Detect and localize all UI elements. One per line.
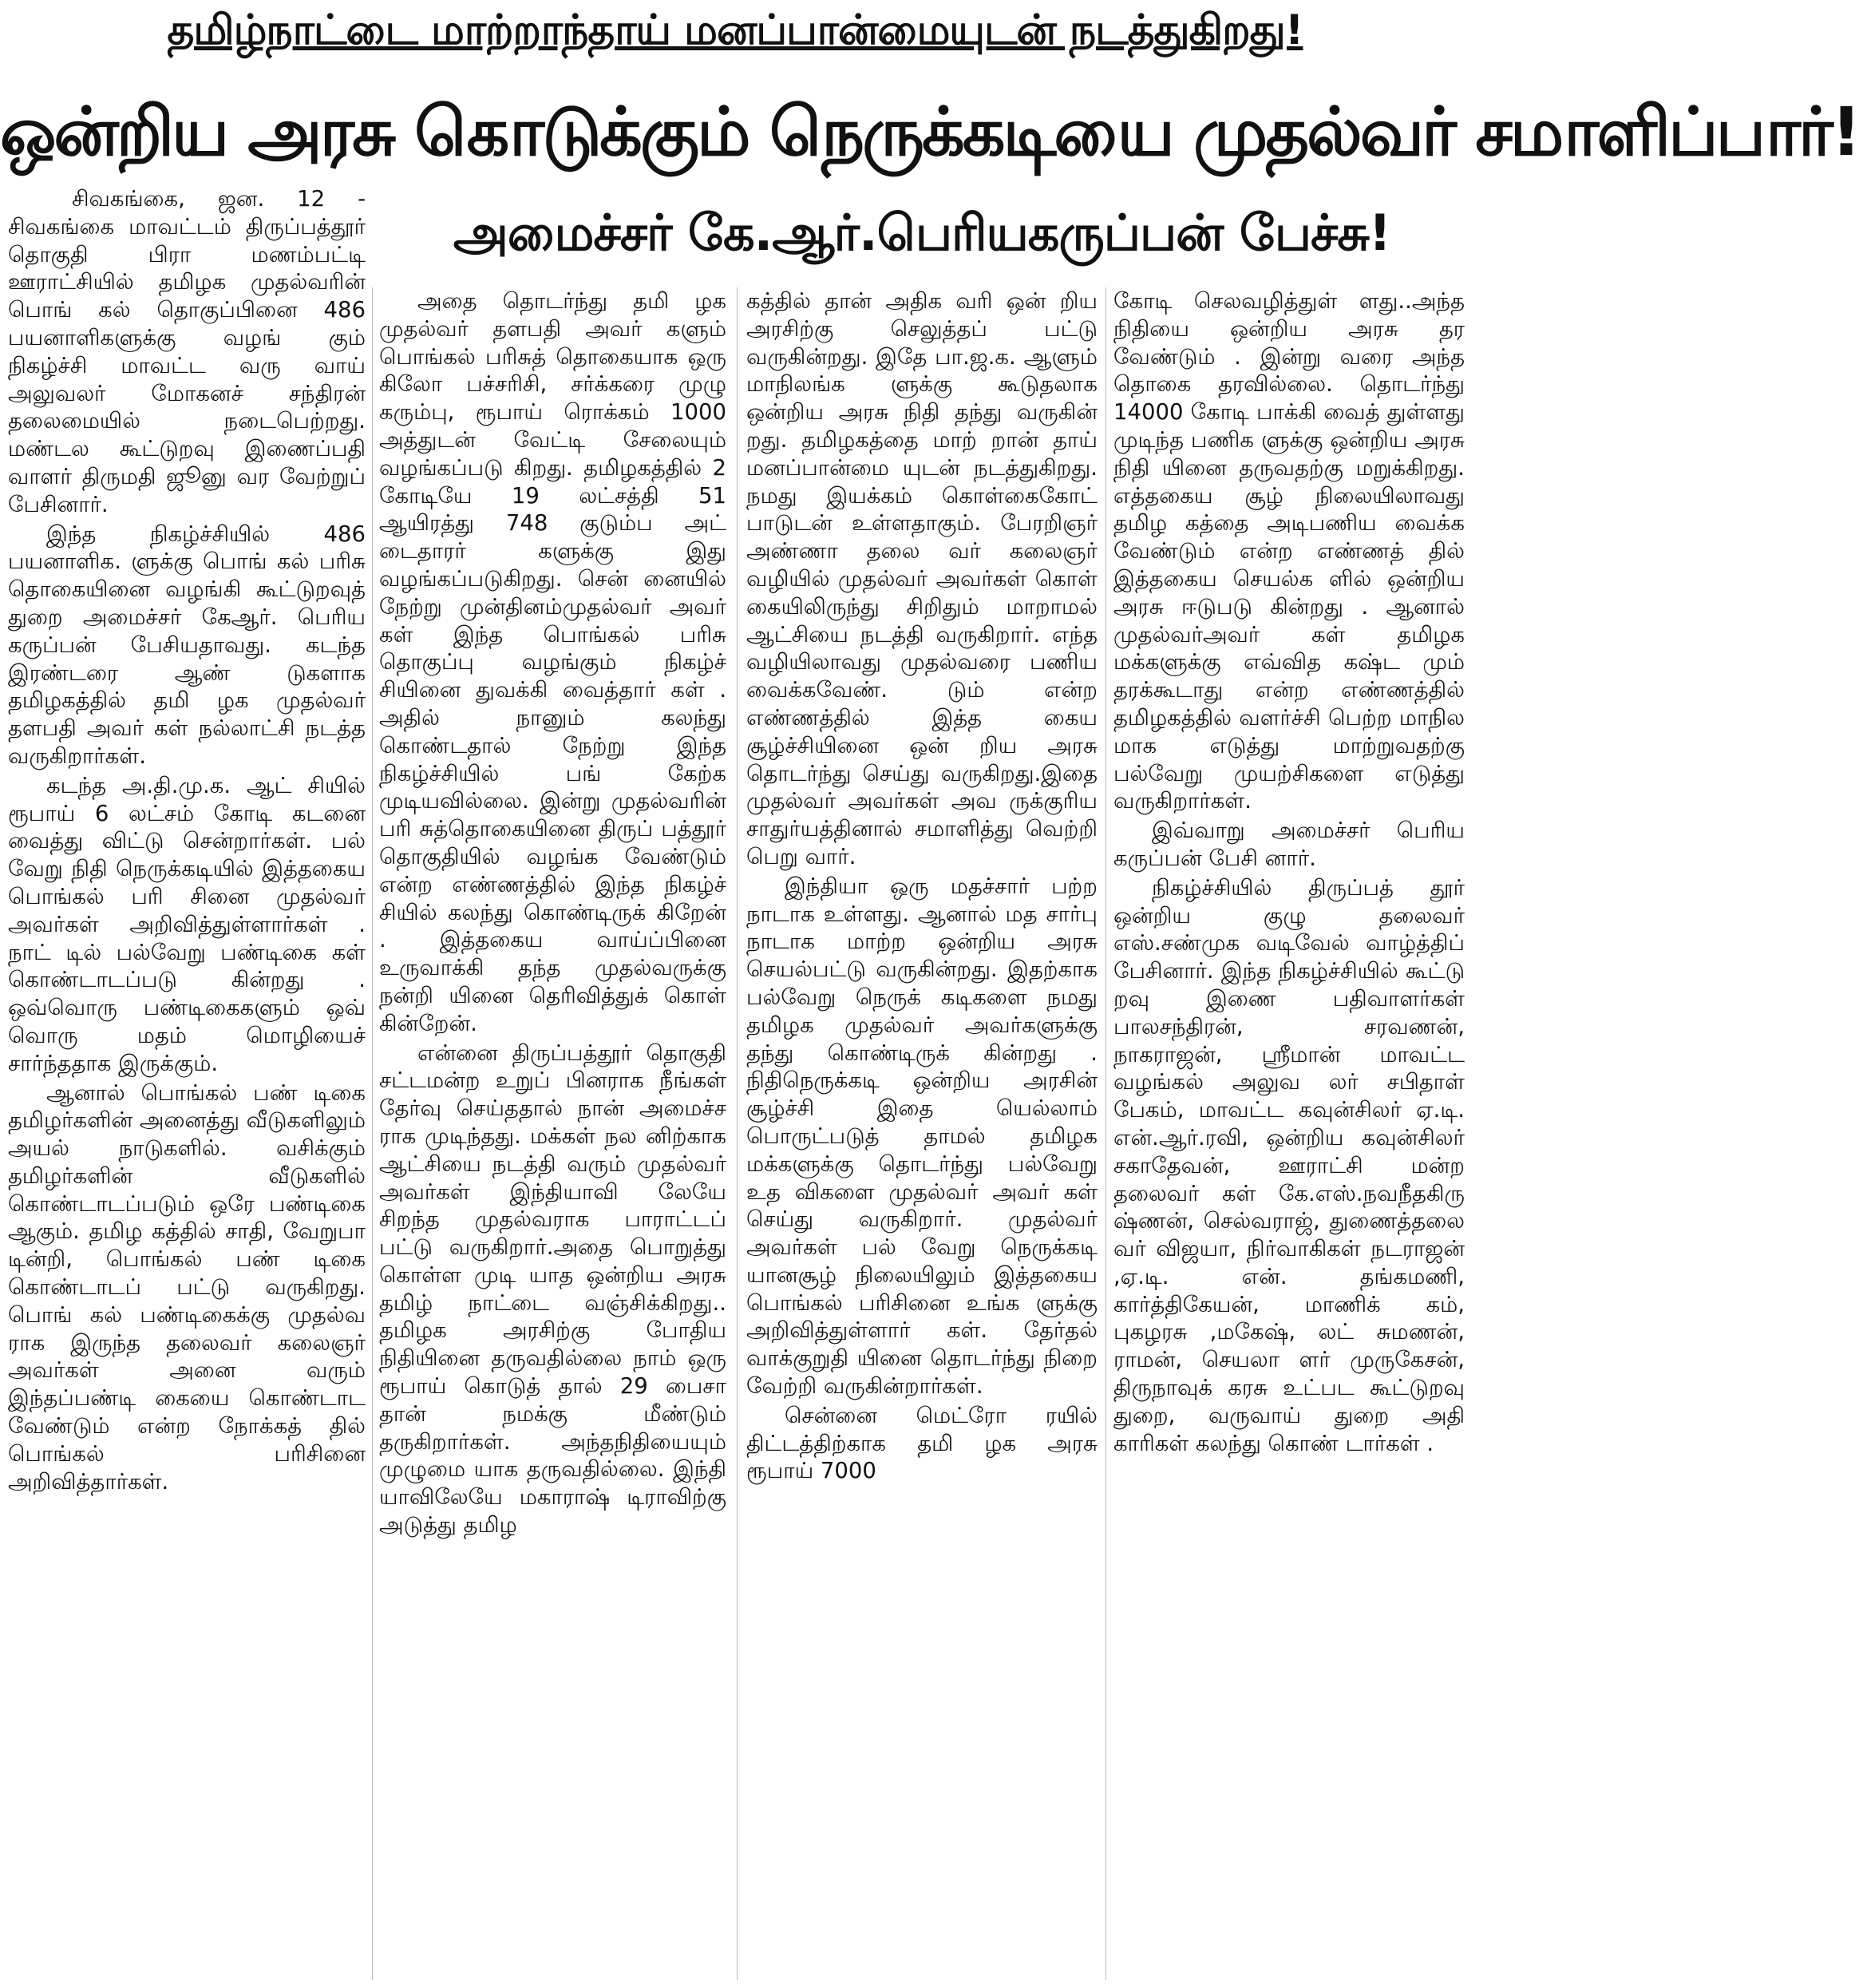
paragraph: கோடி செலவழித்துள் ளது..அந்த நிதியை ஒன்றிய அரசு தர வேண்டும் . இன்று வரை அந்த தொகை தரவில்லை. தொடர்ந்து 14000 கோடி பாக்கி வைத் துள்ளது முடிந்த பணிக ளுக்கு ஒன்றிய அரசு நிதி யினை தருவதற்கு மறுக்கிறது. எத்தகைய சூழ் நிலையிலாவது தமிழ கத்தை அடிபணிய வைக்க வேண்டும் என்ற எண்ணத் தில் இத்தகைய செயல்க ளில் ஒன்றிய அரசு ஈடுபடு கின்றது . ஆனால் முதல்வர்அவர் கள் தமிழக மக்களுக்கு எவ்வித கஷ்ட மும் தரக்கூடாது என்ற எண்ணத்தில் தமிழகத்தில் வளர்ச்சி பெற்ற மாநில மாக எடுத்து மாற்றுவதற்கு பல்வேறு முயற்சிகளை எடுத்து வருகிறார்கள்.: [1113, 288, 1465, 814]
column-rule: [737, 287, 738, 1980]
paragraph: இந்தியா ஒரு மதச்சார் பற்ற நாடாக உள்ளது. ஆனால் மத சார்பு நாடாக மாற்ற ஒன்றிய அரசு செயல்பட்டு வருகின்றது. இதற்காக பல்வேறு நெருக் கடிகளை நமது தமிழக முதல்வர் அவர்களுக்கு தந்து கொண்டிருக் கின்றது . நிதிநெருக்கடி ஒன்றிய அரசின் சூழ்ச்சி இதை யெல்லாம் பொருட்படுத் தாமல் தமிழக மக்களுக்கு தொடர்ந்து பல்வேறு உத விகளை முதல்வர் அவர் கள் செய்து வருகிறார். முதல்வர் அவர்கள் பல் வேறு நெருக்கடி யானசூழ் நிலையிலும் இத்தகைய பொங்கல் பரிசினை உங்க ளுக்கு அறிவித்துள்ளார் கள். தேர்தல் வாக்குறுதி யினை தொடர்ந்து நிறை வேற்றி வருகின்றார்கள்.: [746, 873, 1098, 1400]
paragraph: கடந்த அ.தி.மு.க. ஆட் சியில் ரூபாய் 6 லட்சம் கோடி கடனை வைத்து விட்டு சென்றார்கள். பல் வேறு நிதி நெருக்கடியில் இத்தகைய பொங்கல் பரி சினை முதல்வர் அவர்கள் அறிவித்துள்ளார்கள் . நாட் டில் பல்வேறு பண்டிகை கள் கொண்டாடப்படு கின்றது . ஒவ்வொரு பண்டிகைகளும் ஒவ் வொரு மதம் மொழியைச் சார்ந்ததாக இருக்கும்.: [8, 772, 366, 1076]
headline: ஒன்றிய அரசு கொடுக்கும் நெருக்கடியை முதல்வர் சமாளிப்பார்!: [0, 93, 1859, 171]
paragraph: இவ்வாறு அமைச்சர் பெரிய கருப்பன் பேசி னார்.: [1113, 818, 1465, 871]
paragraph: சென்னை மெட்ரோ ரயில் திட்டத்திற்காக தமி ழக அரசு ரூபாய் 7000: [746, 1402, 1098, 1484]
paragraph: அதை தொடர்ந்து தமி ழக முதல்வர் தளபதி அவர் களும் பொங்கல் பரிசுத் தொகையாக ஒரு கிலோ பச்சரிசி, சர்க்கரை முழு கரும்பு, ரூபாய் ரொக்கம் 1000 அத்துடன் வேட்டி சேலையும் வழங்கப்படு கிறது. தமிழகத்தில் 2 கோடியே 19 லட்சத்தி 51 ஆயிரத்து 748 குடும்ப அட் டைதாரர் களுக்கு இது வழங்கப்படுகிறது. சென் னையில் நேற்று முன்தினம்முதல்வர் அவர் கள் இந்த பொங்கல் பரிசு தொகுப்பு வழங்கும் நிகழ்ச் சியினை துவக்கி வைத்தார் கள் . அதில் நானும் கலந்து கொண்டதால் நேற்று இந்த நிகழ்ச்சியில் பங் கேற்க முடியவில்லை. இன்று முதல்வரின் பரி சுத்தொகையினை திருப் பத்தூர் தொகுதியில் வழங்க வேண்டும் என்ற எண்ணத்தில் இந்த நிகழ்ச் சியில் கலந்து கொண்டிருக் கிறேன் . இத்தகைய வாய்ப்பினை உருவாக்கி தந்த முதல்வருக்கு நன்றி யினை தெரிவித்துக் கொள் கின்றேன்.: [379, 288, 726, 1036]
kicker-line: தமிழ்நாட்டை மாற்றாந்தாய் மனப்பான்மையுடன் நடத்துகிறது!: [167, 6, 1303, 54]
article-column-4: [1113, 287, 1465, 1982]
paragraph: கத்தில் தான் அதிக வரி ஒன் றிய அரசிற்கு செலுத்தப் பட்டு வருகின்றது. இதே பா.ஜ.க. ஆளும் மாநிலங்க ளுக்கு கூடுதலாக ஒன்றிய அரசு நிதி தந்து வருகின் றது. தமிழகத்தை மாற் றான் தாய் மனப்பான்மை யுடன் நடத்துகிறது. நமது இயக்கம் கொள்கைகோட் பாடுடன் உள்ளதாகும். பேரறிஞர் அண்ணா தலை வர் கலைஞர் வழியில் முதல்வர் அவர்கள் கொள் கையிலிருந்து சிறிதும் மாறாமல் ஆட்சியை நடத்தி வருகிறார். எந்த வழியிலாவது முதல்வரை பணிய வைக்கவேண். டும் என்ற எண்ணத்தில் இத்த கைய சூழ்ச்சியினை ஒன் றிய அரசு தொடர்ந்து செய்து வருகிறது.இதை முதல்வர் அவர்கள் அவ ருக்குரிய சாதுர்யத்தினால் சமாளித்து வெற்றி பெறு வார்.: [746, 288, 1098, 869]
subheadline: அமைச்சர் கே.ஆர்.பெரியகருப்பன் பேச்சு!: [453, 204, 1391, 262]
paragraph: நிகழ்ச்சியில் திருப்பத் தூர் ஒன்றிய குழு தலைவர் எஸ்.சண்முக வடிவேல் வாழ்த்திப் பேசினார். இந்த நிகழ்ச்சியில் கூட்டு றவு இணை பதிவாளர்கள் பாலசந்திரன், சரவணன், நாகராஜன், ஸ்ரீமான் மாவட்ட வழங்கல் அலுவ லர் சபிதாள் பேகம், மாவட்ட கவுன்சிலர் ஏ.டி. என்.ஆர்.ரவி, ஒன்றிய கவுன்சிலர் சகாதேவன், ஊராட்சி மன்ற தலைவர் கள் கே.எஸ்.நவநீதகிரு ஷ்ணன், செல்வராஜ், துணைத்தலை வர் விஜயா, நிர்வாகிகள் நடராஜன் ,ஏ.டி. என். தங்கமணி, கார்த்திகேயன், மாணிக் கம், புகழரசு ,மகேஷ், லட் சுமணன், ராமன், செயலா ளர் முருகேசன், திருநாவுக் கரசு உட்பட கூட்டுறவு துறை, வருவாய் துறை அதி காரிகள் கலந்து கொண் டார்கள் .: [1113, 874, 1465, 1456]
column-rule: [372, 287, 373, 1980]
paragraph: ஆனால் பொங்கல் பண் டிகை தமிழர்களின் அனைத்து வீடுகளிலும் அயல் நாடுகளில். வசிக்கும் தமிழர்களின் வீடுகளில் கொண்டாடப்படும் ஒரே பண்டிகை ஆகும். தமிழ கத்தில் சாதி, வேறுபா டின்றி, பொங்கல் பண் டிகை கொண்டாடப் பட்டு வருகிறது. பொங் கல் பண்டிகைக்கு முதல்வ ராக இருந்த தலைவர் கலைஞர் அவர்கள் அனை வரும் இந்தப்பண்டி கையை கொண்டாட வேண்டும் என்ற நோக்கத் தில் பொங்கல் பரிசினை அறிவித்தார்கள்.: [8, 1079, 366, 1495]
paragraph: என்னை திருப்பத்தூர் தொகுதி சட்டமன்ற உறுப் பினராக நீங்கள் தேர்வு செய்ததால் நான் அமைச்ச ராக முடிந்தது. மக்கள் நல னிற்காக ஆட்சியை நடத்தி வரும் முதல்வர் அவர்கள் இந்தியாவி லேயே சிறந்த முதல்வராக பாராட்டப் பட்டு வருகிறார்.அதை பொறுத்து கொள்ள முடி யாத ஒன்றிய அரசு தமிழ் நாட்டை வஞ்சிக்கிறது.. தமிழக அரசிற்கு போதிய நிதியினை தருவதில்லை நாம் ஒரு ரூபாய் கொடுத் தால் 29 பைசா தான் நமக்கு மீண்டும் தருகிறார்கள். அந்தநிதியையும் முழுமை யாக தருவதில்லை. இந்தி யாவிலேயே மகாராஷ் டிராவிற்கு அடுத்து தமிழ: [379, 1040, 726, 1539]
article-column-2: [379, 287, 726, 1982]
paragraph: சிவகங்கை, ஜன. 12 - சிவகங்கை மாவட்டம் திருப்பத்தூர் தொகுதி பிரா மணம்பட்டி ஊராட்சியில் தமிழக முதல்வரின் பொங் கல் தொகுப்பினை 486 பயனாளிகளுக்கு வழங் கும் நிகழ்ச்சி மாவட்ட வரு வாய் அலுவலர் மோகனச் சந்திரன் தலைமையில் நடைபெற்றது. மண்டல கூட்டுறவு இணைப்பதி வாளர் திருமதி ஜூனு வர வேற்றுப் பேசினார்.: [8, 186, 366, 517]
article-column-3: [746, 287, 1098, 1982]
article-column-1: [8, 185, 366, 1982]
paragraph: இந்த நிகழ்ச்சியில் 486 பயனாளிக. ளுக்கு பொங் கல் பரிசு தொகையினை வழங்கி கூட்டுறவுத் துறை அமைச்சர் கேஆர். பெரிய கருப்பன் பேசியதாவது. கடந்த இரண்டரை ஆண் டுகளாக தமிழகத்தில் தமி ழக முதல்வர் தளபதி அவர் கள் நல்லாட்சி நடத்த வருகிறார்கள்.: [8, 521, 366, 769]
